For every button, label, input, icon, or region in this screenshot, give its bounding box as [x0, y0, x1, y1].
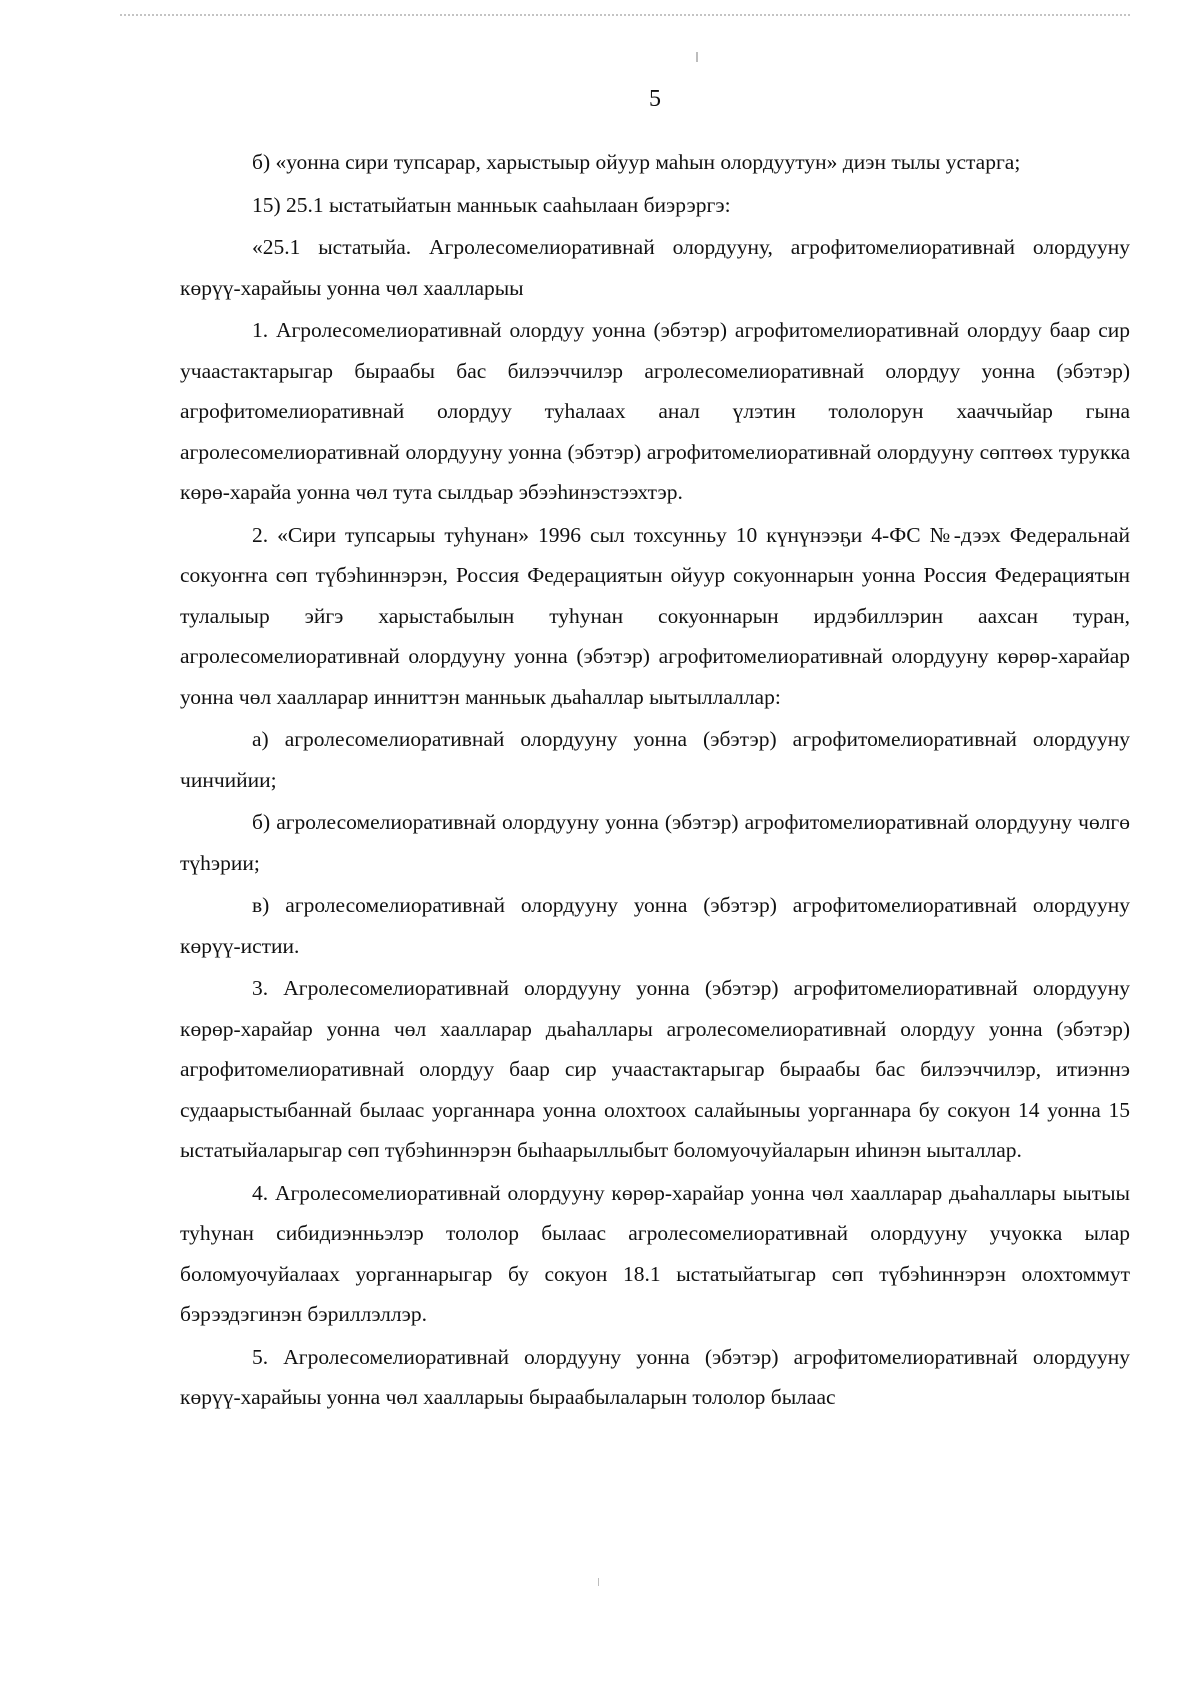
scan-mark-top [696, 52, 698, 62]
page-number: 5 [649, 86, 661, 112]
paragraph: 5. Агролесомелиоративнай олордууну уонна (эбэтэр) агрофитомелиоративнай олордууну көрүү-харайыы уонна чөл хаалларыы быраабылаларын тололор былаас [180, 1344, 1130, 1409]
paragraph: 2. «Сири тупсарыы туһунан» 1996 сыл тохсунньу 10 күнүнээҕи 4-ФС №-дээх Федеральнай сокуоҥҥа сөп түбэһиннэрэн, Россия Федерациятын ойуур сокуоннарын уонна Россия Федерациятын тулалыыр эйгэ харыстабылын туһунан сокуоннарын ирдэбиллэрин аахсан туран, агролесомелиоративнай олордууну уонна (эбэтэр) агрофитомелиоративнай олордууну көрөр-харайар уонна чөл хаалларар инниттэн манньык дьаһаллар ыытыллаллар: [180, 522, 1130, 709]
scan-mark-bottom [598, 1578, 599, 1586]
paragraph: б) «уонна сири тупсарар, харыстыыр ойуур маһын олордуутун» диэн тылы устарга; [252, 150, 1021, 174]
list-item: б) агролесомелиоративнай олордууну уонна (эбэтэр) агрофитомелиоративнай олордууну чөлгө түһэрии; [180, 810, 1130, 875]
article-heading: «25.1 ыстатыйа. Агролесомелиоративнай олордууну, агрофитомелиоративнай олордууну көрүү-харайыы уонна чөл хаалларыы [180, 235, 1130, 300]
list-item: а) агролесомелиоративнай олордууну уонна (эбэтэр) агрофитомелиоративнай олордууну чинчийии; [180, 727, 1130, 792]
paragraph: 3. Агролесомелиоративнай олордууну уонна (эбэтэр) агрофитомелиоративнай олордууну көрөр-харайар уонна чөл хаалларар дьаһаллары агролесомелиоративнай олордуу уонна (эбэтэр) агрофитомелиоративнай олордуу баар сир учаастактарыгар быраабы бас билээччилэр, итиэннэ судаарыстыбаннай былаас уорганнара уонна олохтоох салайыныы уорганнара бу сокуон 14 уонна 15 ыстатыйаларыгар сөп түбэһиннэрэн быһаарыллыбыт боломуочуйаларын иһинэн ыыталлар. [180, 976, 1130, 1162]
list-item: в) агролесомелиоративнай олордууну уонна (эбэтэр) агрофитомелиоративнай олордууну көрүү-истии. [180, 893, 1130, 958]
paragraph: 1. Агролесомелиоративнай олордуу уонна (эбэтэр) агрофитомелиоративнай олордуу баар сир учаастактарыгар быраабы бас билээччилэр агролесомелиоративнай олордуу уонна (эбэтэр) агрофитомелиоративнай олордуу туһалаах анал үлэтин тололорун хааччыйар гына агролесомелиоративнай олордууну уонна (эбэтэр) агрофитомелиоративнай олордууну сөптөөх турукка көрө-харайа уонна чөл тута сылдьар эбээһинэстээхтэр. [180, 318, 1130, 504]
document-body [180, 142, 1130, 1420]
scan-edge-top [120, 14, 1130, 16]
paragraph: 15) 25.1 ыстатыйатын манньык сааһылаан биэрэргэ: [252, 192, 731, 217]
paragraph: 4. Агролесомелиоративнай олордууну көрөр-харайар уонна чөл хаалларар дьаһаллары ыытыы туһунан сибидиэнньэлэр тололор былаас агролесомелиоративнай олордууну учуокка ылар боломуочуйалаах уорганнарыгар бу сокуон 18.1 ыстатыйатыгар сөп түбэһиннэрэн олохтоммут бэрээдэгинэн бэриллэллэр. [180, 1180, 1130, 1326]
